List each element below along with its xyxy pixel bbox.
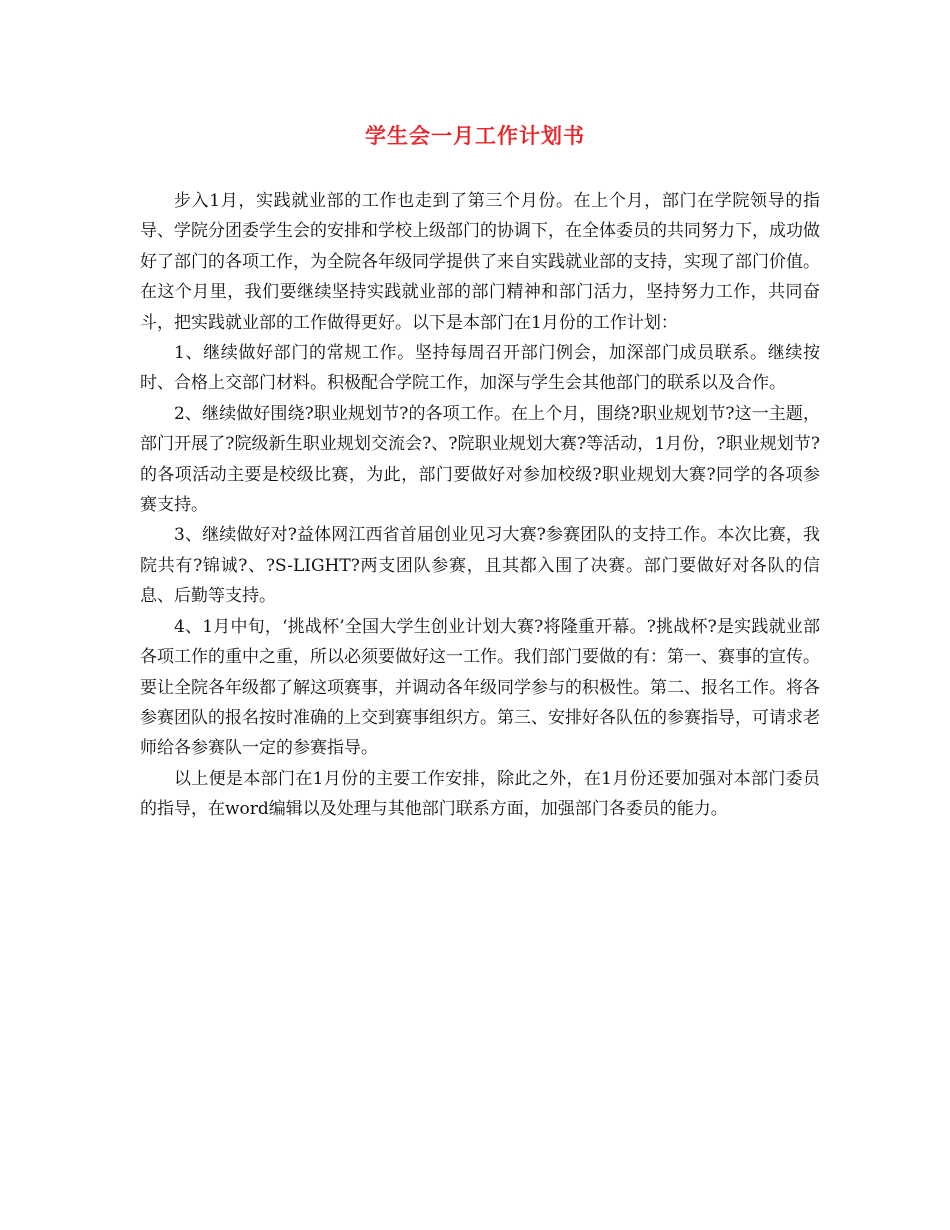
paragraph-item-4: 4、1月中旬，‘挑战杯’全国大学生创业计划大赛?将隆重开幕。?挑战杯?是实践就业部各项工作的重中之重，所以必须要做好这一工作。我们部门要做的有：第一、赛事的宣传。要让全院各年级都了解这项赛事，并调动各年级同学参与的积极性。第二、报名工作。将各参赛团队的报名按时准确的上交到赛事组织方。第三、安排好各队伍的参赛指导，可请求老师给各参赛队一定的参赛指导。 xyxy=(140,616,820,759)
document-title: 学生会一月工作计划书 xyxy=(365,123,585,148)
document-body xyxy=(140,186,820,825)
paragraph-item-1: 1、继续做好部门的常规工作。坚持每周召开部门例会，加深部门成员联系。继续按时、合格上交部门材料。积极配合学院工作，加深与学生会其他部门的联系以及合作。 xyxy=(140,343,820,394)
paragraph-item-3: 3、继续做好对?益体网江西省首届创业见习大赛?参赛团队的支持工作。本次比赛，我院共有?锦诚?、?S-LIGHT?两支团队参赛，且其都入围了决赛。部门要做好对各队的信息、后勤等支持。 xyxy=(140,525,820,607)
paragraph-intro: 步入1月，实践就业部的工作也走到了第三个月份。在上个月，部门在学院领导的指导、学院分团委学生会的安排和学校上级部门的协调下，在全体委员的共同努力下，成功做好了部门的各项工作，为全院各年级同学提供了来自实践就业部的支持，实现了部门价值。在这个月里，我们要继续坚持实践就业部的部门精神和部门活力，坚持努力工作，共同奋斗，把实践就业部的工作做得更好。以下是本部门在1月份的工作计划： xyxy=(140,191,820,333)
paragraph-conclusion: 以上便是本部门在1月份的主要工作安排，除此之外，在1月份还要加强对本部门委员的指导，在word编辑以及处理与其他部门联系方面，加强部门各委员的能力。 xyxy=(140,768,820,820)
paragraph-item-2: 2、继续做好围绕?职业规划节?的各项工作。在上个月，围绕?职业规划节?这一主题，部门开展了?院级新生职业规划交流会?、?院职业规划大赛?等活动，1月份，?职业规划节?的各项活动主要是校级比赛，为此，部门要做好对参加校级?职业规划大赛?同学的各项参赛支持。 xyxy=(140,403,820,516)
